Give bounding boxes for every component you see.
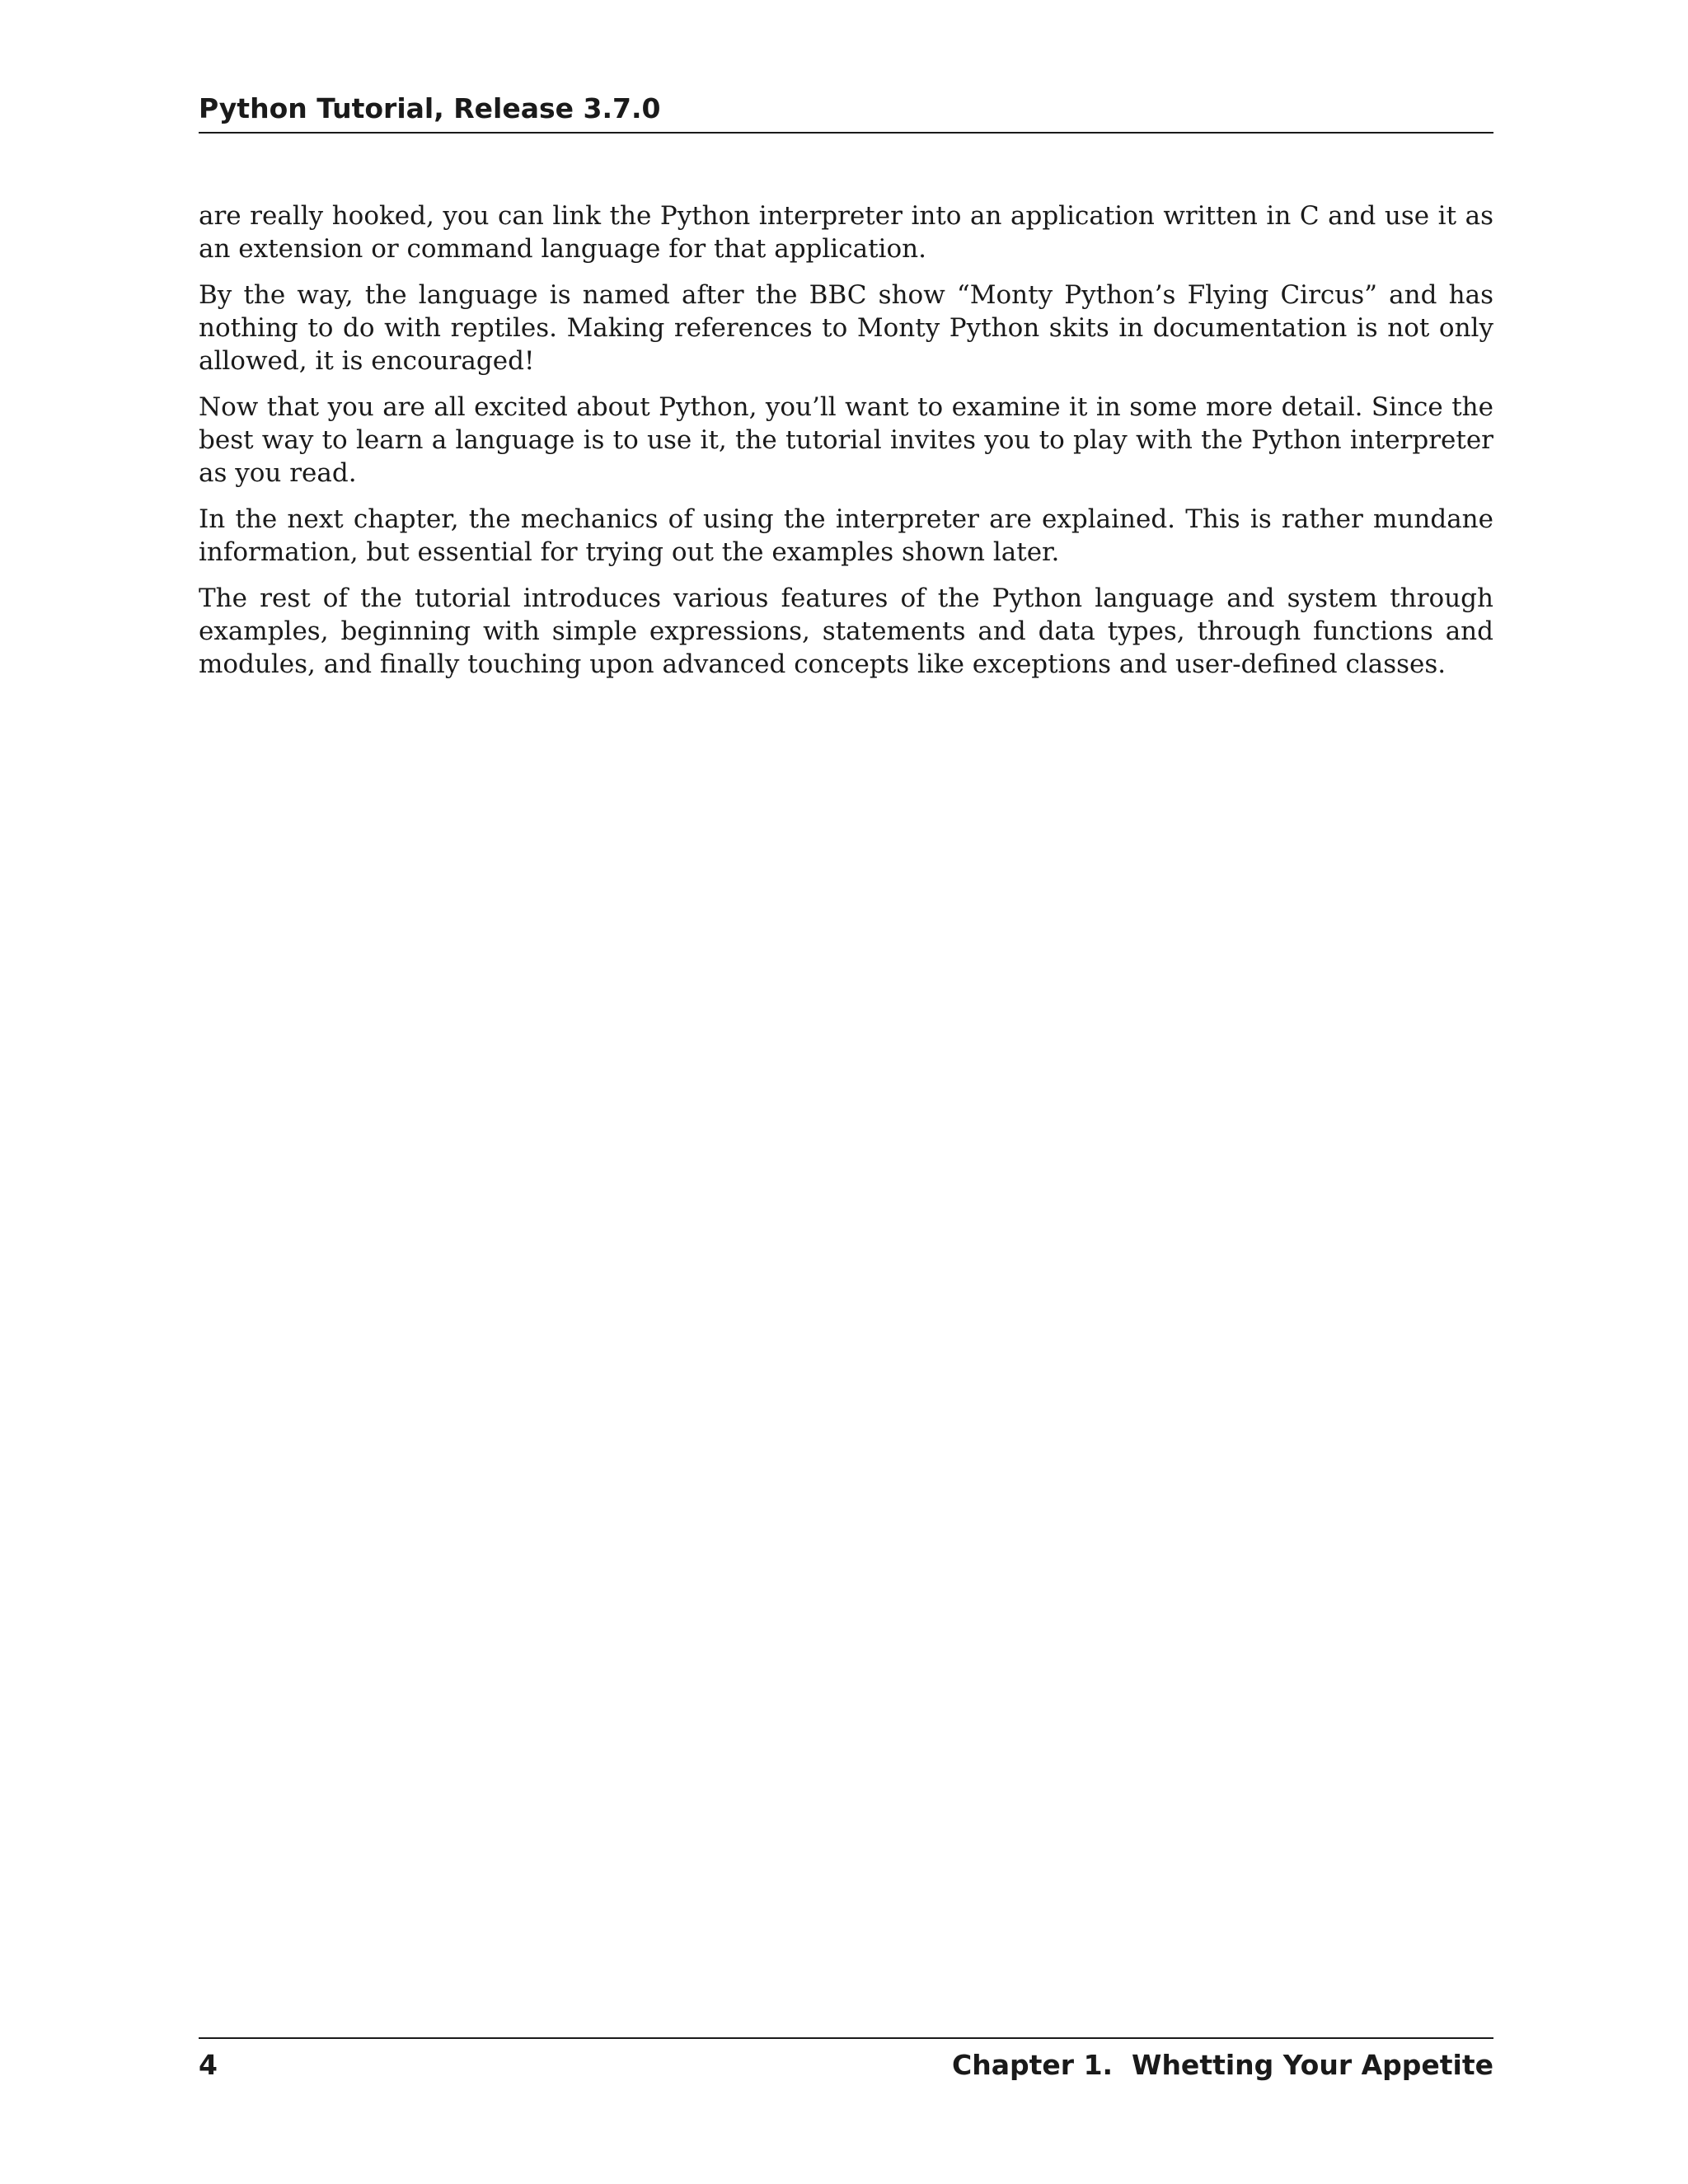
header-title: Python Tutorial, Release 3.7.0 bbox=[199, 92, 661, 124]
paragraph-4: In the next chapter, the mechanics of using the interpreter are explained. This is rather mundane information, but essential for trying out the examples shown later. bbox=[199, 504, 1493, 567]
page-number: 4 bbox=[199, 2049, 218, 2081]
paragraph-1: are really hooked, you can link the Python interpreter into an application written in C and use it as an extension or command language for that application. bbox=[199, 201, 1493, 264]
footer-chapter-title: Chapter 1. Whetting Your Appetite bbox=[952, 2049, 1493, 2081]
running-footer bbox=[199, 2037, 1493, 2085]
paragraph-3: Now that you are all excited about Python, you’ll want to examine it in some more detail. Since the best way to learn a language is to use it, the tutorial invites you to play with the Python interpreter as you read. bbox=[199, 392, 1493, 488]
paragraph-5: The rest of the tutorial introduces various features of the Python language and system through examples, beginning with simple expressions, statements and data types, through functions and modules, and finally touching upon advanced concepts like exceptions and user-defined classes. bbox=[199, 583, 1493, 679]
running-header bbox=[199, 92, 1493, 134]
paragraph-2: By the way, the language is named after the BBC show “Monty Python’s Flying Circus” and has nothing to do with reptiles. Making references to Monty Python skits in documentation is not only allowed, it is encouraged! bbox=[199, 280, 1493, 376]
body-text bbox=[199, 199, 1493, 694]
